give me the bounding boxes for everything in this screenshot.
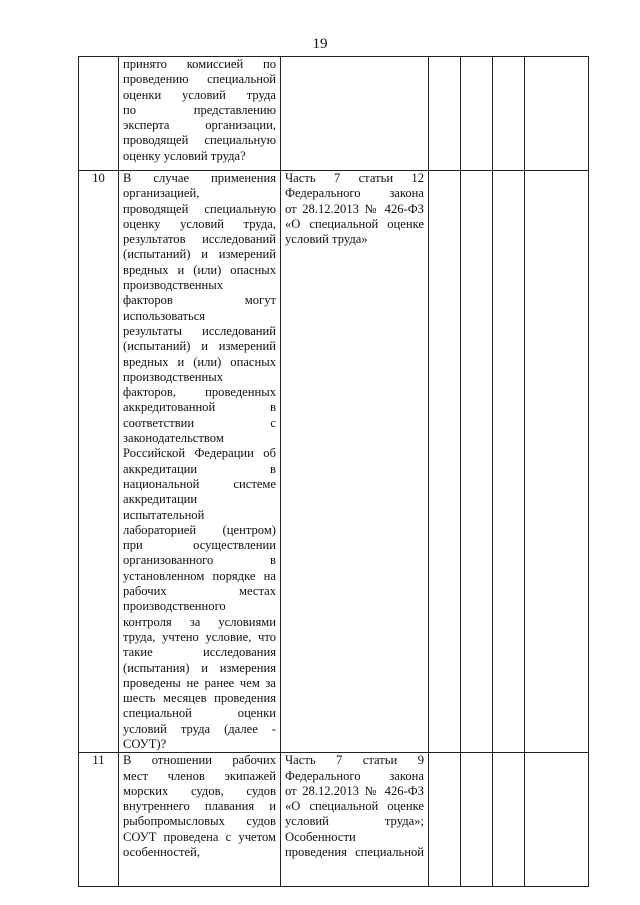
table-row	[79, 171, 589, 753]
table-row	[79, 753, 589, 887]
text-line: «О специальной оценке	[285, 799, 424, 814]
text-line: от 28.12.2013 № 426-ФЗ	[285, 783, 424, 798]
text-line: организацией,	[123, 186, 200, 201]
text-line: Российской Федерации об	[123, 446, 276, 461]
text-line: факторов, проведенных	[123, 385, 276, 400]
page-number: 19	[312, 36, 328, 52]
text-line: вредных и (или) опасных	[123, 262, 276, 277]
row-number-cell: 11	[79, 753, 119, 887]
text-line: результаты исследований	[123, 323, 276, 338]
text-line: Федерального закона	[285, 768, 424, 783]
text-line: эксперта организации,	[123, 118, 276, 133]
answer-cell	[493, 171, 525, 753]
text-line: Часть 7 статьи 12	[285, 171, 424, 185]
text-line: при осуществлении	[123, 538, 276, 553]
text-line: Федерального закона	[285, 186, 424, 201]
text-line: специальной оценки	[123, 706, 276, 721]
text-line: проведения специальной	[285, 845, 424, 860]
text-line: факторов могут	[123, 293, 276, 308]
text-line: рабочих местах	[123, 584, 276, 599]
checklist-table	[78, 56, 589, 887]
answer-cell	[525, 171, 589, 753]
text-line: оценку условий труда,	[123, 216, 276, 231]
text-line: производственных	[123, 369, 224, 384]
text-line: производственных	[123, 278, 224, 293]
text-line: от 28.12.2013 № 426-ФЗ	[285, 201, 424, 216]
text-line: морских судов, судов	[123, 783, 276, 798]
text-line: такие исследования	[123, 645, 276, 660]
text-line: условий труда (далее -	[123, 721, 276, 736]
text-line: проводящей специальную	[123, 201, 276, 216]
text-line: (испытаний) и измерений	[123, 339, 276, 354]
text-line: мест членов экипажей	[123, 768, 276, 783]
text-line: производственного	[123, 599, 226, 614]
text-line: организованного в	[123, 553, 276, 568]
requirement-cell	[119, 753, 281, 887]
text-line: условий труда»;	[285, 814, 424, 829]
legal-basis-cell	[281, 171, 429, 753]
answer-cell	[525, 57, 589, 171]
text-line: Часть 7 статьи 9	[285, 753, 424, 768]
text-line: соответствии с	[123, 415, 276, 430]
answer-cell	[493, 753, 525, 887]
text-line: установленном порядке на	[123, 568, 276, 583]
answer-cell	[461, 753, 493, 887]
answer-cell	[461, 171, 493, 753]
text-line: аккредитованной в	[123, 400, 276, 415]
requirement-cell	[119, 171, 281, 753]
text-line: аккредитации в	[123, 461, 276, 476]
answer-cell	[493, 57, 525, 171]
answer-cell	[461, 57, 493, 171]
text-line: рыбопромысловых судов	[123, 814, 276, 829]
requirement-cell	[119, 57, 281, 171]
row-number-cell	[79, 57, 119, 171]
text-line: В отношении рабочих	[123, 753, 276, 768]
text-line: (испытания) и измерения	[123, 660, 276, 675]
text-line: принято комиссией по	[123, 57, 276, 71]
text-line: контроля за условиями	[123, 614, 276, 629]
text-line: оценки условий труда	[123, 87, 276, 102]
legal-basis-cell	[281, 57, 429, 171]
text-line: национальной системе	[123, 476, 276, 491]
text-line: лабораторией (центром)	[123, 522, 276, 537]
text-line: вредных и (или) опасных	[123, 354, 276, 369]
answer-cell	[429, 57, 461, 171]
text-line: труда, учтено условие, что	[123, 629, 276, 644]
text-line: внутреннего плавания и	[123, 799, 276, 814]
text-line: особенностей,	[123, 845, 200, 860]
answer-cell	[429, 171, 461, 753]
table-body	[79, 57, 589, 887]
text-line: законодательством	[123, 431, 224, 446]
text-line: по представлению	[123, 102, 276, 117]
text-line: испытательной	[123, 507, 205, 522]
text-line: результатов исследований	[123, 232, 276, 247]
row-number-cell: 10	[79, 171, 119, 753]
text-line: условий труда»	[285, 232, 368, 247]
text-line: оценку условий труда?	[123, 148, 246, 163]
text-line: шесть месяцев проведения	[123, 691, 276, 706]
answer-cell	[525, 753, 589, 887]
text-line: (испытаний) и измерений	[123, 247, 276, 262]
text-line: проведению специальной	[123, 72, 276, 87]
text-line: проводящей специальную	[123, 133, 276, 148]
text-line: аккредитации	[123, 492, 198, 507]
text-line: использоваться	[123, 308, 206, 323]
legal-basis-cell	[281, 753, 429, 887]
text-line: проведены не ранее чем за	[123, 675, 276, 690]
text-line: В случае применения	[123, 171, 276, 185]
table-row	[79, 57, 589, 171]
answer-cell	[429, 753, 461, 887]
text-line: СОУТ проведена с учетом	[123, 829, 276, 844]
text-line: «О специальной оценке	[285, 216, 424, 231]
text-line: СОУТ)?	[123, 736, 167, 751]
text-line: Особенности	[285, 829, 356, 844]
